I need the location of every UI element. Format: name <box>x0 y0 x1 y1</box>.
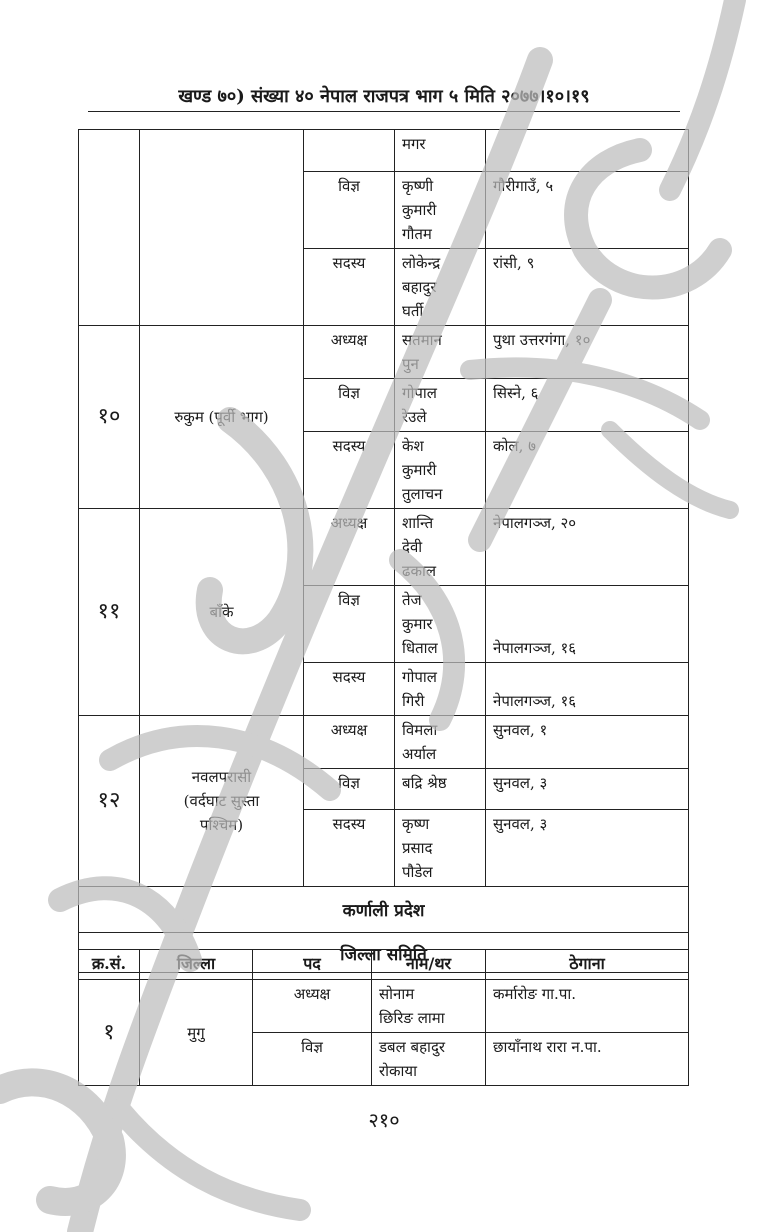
name-cell: डबल बहादुर रोकाया <box>372 1033 486 1086</box>
committee-table-continued <box>78 129 689 973</box>
district-cell <box>140 130 304 326</box>
table-row <box>79 326 689 379</box>
address-cell: पुथा उत्तरगंगा, १० <box>486 326 689 379</box>
address-cell: नेपालगञ्ज, १६ <box>486 663 689 716</box>
address-cell: रांसी, ९ <box>486 249 689 326</box>
address-cell: छायाँनाथ रारा न.पा. <box>486 1033 689 1086</box>
district-name: मुगु <box>140 980 253 1086</box>
address-cell: सिस्ने, ६ <box>486 379 689 432</box>
post-cell: विज्ञ <box>304 769 395 810</box>
post-cell: विज्ञ <box>304 379 395 432</box>
province-heading-row <box>79 887 689 933</box>
address-cell: गौरीगाउँ, ५ <box>486 172 689 249</box>
name-cell: सतमान पुन <box>395 326 486 379</box>
name-cell: गोपाल गिरी <box>395 663 486 716</box>
address-cell: सुनवल, ३ <box>486 769 689 810</box>
province-heading: कर्णाली प्रदेश <box>79 887 689 933</box>
name-cell: मगर <box>395 130 486 172</box>
table-row <box>79 980 689 1033</box>
name-cell: लोकेन्द्र बहादुर घर्ती <box>395 249 486 326</box>
serial-number: १० <box>79 326 140 509</box>
address-cell: कोल, ७ <box>486 432 689 509</box>
name-cell: बद्रि श्रेष्ठ <box>395 769 486 810</box>
district-name: रुकुम (पूर्वी भाग) <box>140 326 304 509</box>
post-cell <box>304 130 395 172</box>
header-rule <box>88 111 680 112</box>
name-cell: कृष्णी कुमारी गौतम <box>395 172 486 249</box>
post-cell: विज्ञ <box>304 586 395 663</box>
district-name: नवलपरासी (वर्दघाट सुस्ता पश्चिम) <box>140 716 304 887</box>
post-cell: अध्यक्ष <box>304 326 395 379</box>
serial-cell <box>79 130 140 326</box>
post-cell: विज्ञ <box>253 1033 372 1086</box>
name-cell: केश कुमारी तुलाचन <box>395 432 486 509</box>
serial-number: १ <box>79 980 140 1086</box>
name-cell: कृष्ण प्रसाद पौडेल <box>395 810 486 887</box>
post-cell: सदस्य <box>304 432 395 509</box>
name-cell: गोपाल रेउले <box>395 379 486 432</box>
serial-number: ११ <box>79 509 140 716</box>
district-name: बाँके <box>140 509 304 716</box>
table-header-row <box>79 950 689 980</box>
name-cell: तेज कुमार धिताल <box>395 586 486 663</box>
address-cell: नेपालगञ्ज, २० <box>486 509 689 586</box>
address-cell: सुनवल, १ <box>486 716 689 769</box>
post-cell: अध्यक्ष <box>304 716 395 769</box>
header-name: नाम/थर <box>372 950 486 980</box>
table-row <box>79 130 689 172</box>
post-cell: सदस्य <box>304 663 395 716</box>
district-committee-table <box>78 949 689 1086</box>
address-cell: कर्मारोङ गा.पा. <box>486 980 689 1033</box>
address-cell: नेपालगञ्ज, १६ <box>486 586 689 663</box>
table-row <box>79 509 689 586</box>
name-cell: शान्ति देवी ढकाल <box>395 509 486 586</box>
post-cell: अध्यक्ष <box>304 509 395 586</box>
table-row <box>79 716 689 769</box>
post-cell: सदस्य <box>304 249 395 326</box>
post-cell: सदस्य <box>304 810 395 887</box>
header-district: जिल्ला <box>140 950 253 980</box>
page-number: २१० <box>368 1108 400 1132</box>
address-cell: सुनवल, ३ <box>486 810 689 887</box>
name-cell: विमला अर्याल <box>395 716 486 769</box>
name-cell: सोनाम छिरिङ लामा <box>372 980 486 1033</box>
header-post: पद <box>253 950 372 980</box>
header-address: ठेगाना <box>486 950 689 980</box>
page-header: खण्ड ७०) संख्या ४० नेपाल राजपत्र भाग ५ मिति २०७७।१०।१९ <box>178 86 590 107</box>
serial-number: १२ <box>79 716 140 887</box>
header-serial: क्र.सं. <box>79 950 140 980</box>
address-cell <box>486 130 689 172</box>
committee-heading: जिल्ला समिति <box>79 933 689 973</box>
post-cell: विज्ञ <box>304 172 395 249</box>
post-cell: अध्यक्ष <box>253 980 372 1033</box>
